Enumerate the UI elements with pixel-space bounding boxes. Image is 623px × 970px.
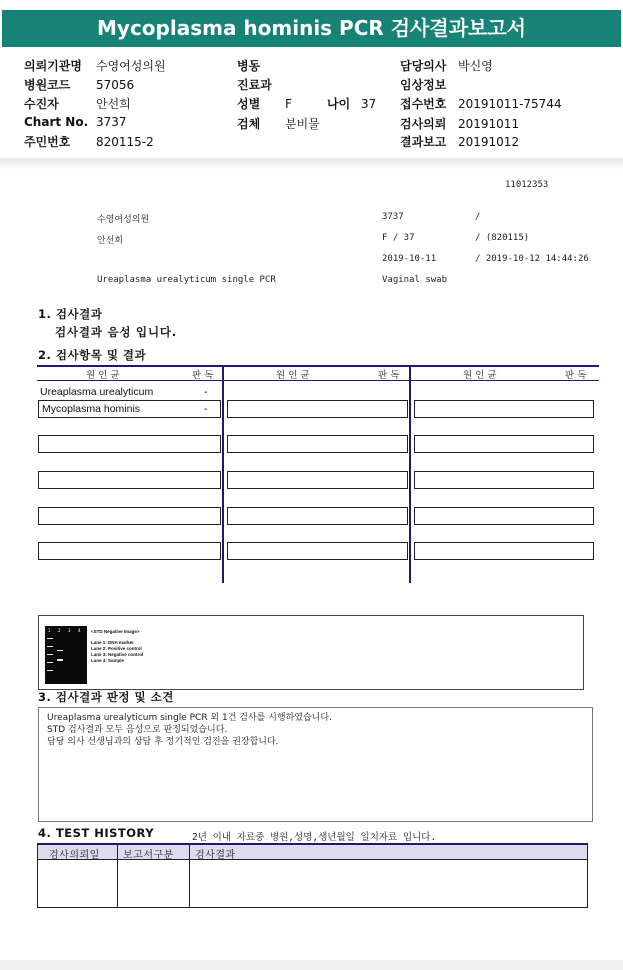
gel-band (47, 646, 53, 647)
history-note: 2년 이내 자료중 병원,성명,생년월일 일치자료 입니다. (192, 832, 437, 843)
header-receipt-no: 접수번호 20191011-75744 (400, 97, 562, 111)
gel-band (47, 670, 53, 671)
header-specimen: 검체 분비물 (237, 117, 320, 131)
header-separator (0, 158, 623, 170)
gel-band (47, 654, 53, 655)
report-title: Mycoplasma hominis PCR 검사결과보고서 (2, 10, 621, 47)
summary-facility: 수영여성의원 (97, 215, 150, 225)
col-header-organism-3: 원 인 균 (463, 370, 497, 381)
result-row-2-box-3 (414, 400, 594, 418)
result-row-1-organism: Ureaplasma urealyticum (40, 386, 154, 398)
history-table-divider-2 (189, 843, 190, 908)
gel-lane-2-label: 2 (58, 628, 61, 633)
header-age: 나이 37 (327, 97, 377, 111)
gel-lane-1-label: 1 (48, 628, 51, 633)
col-header-result-1: 판 독 (192, 370, 214, 381)
header-department: 진료과 (237, 78, 272, 92)
gel-caption-title: <STD Negative Image> (91, 629, 140, 634)
result-row-3-box-3 (414, 435, 594, 453)
history-table-divider-1 (117, 843, 118, 908)
summary-sex-age: F / 37 (382, 233, 415, 243)
result-row-2-value: - (204, 403, 208, 415)
summary-chart: 3737 (382, 212, 404, 222)
result-row-3-box-1 (38, 435, 221, 453)
header-report-date: 결과보고 20191012 (400, 135, 520, 149)
gel-caption-line: Lane 2: Positive control (91, 646, 142, 651)
col-header-result-3: 판 독 (565, 370, 587, 381)
header-facility: 의뢰기관명 수영여성의원 (24, 59, 166, 73)
section1-heading: 1. 검사결과 (38, 307, 103, 321)
gel-caption-line: Lane 4: Sample (91, 658, 125, 663)
gel-image (45, 626, 87, 684)
header-request-date: 검사의뢰 20191011 (400, 117, 520, 131)
result-row-4-box-1 (38, 471, 221, 489)
result-row-3-box-2 (227, 435, 408, 453)
history-table-top-border (37, 843, 588, 845)
header-sex: 성별 F (237, 97, 292, 111)
gel-caption-line: Lane 3: Negative control (91, 652, 144, 657)
header-doctor: 담당의사 박신영 (400, 59, 493, 73)
result-row-2-organism: Mycoplasma hominis (42, 403, 141, 415)
section1-result-text: 검사결과 음성 입니다. (55, 325, 177, 339)
result-row-5-box-3 (414, 507, 594, 525)
result-row-5-box-1 (38, 507, 221, 525)
result-row-6-box-3 (414, 542, 594, 560)
summary-slash: / (475, 212, 481, 222)
section4-heading: 4. TEST HISTORY (38, 826, 155, 840)
results-table-divider-1 (222, 365, 224, 583)
results-table-top-border (37, 365, 599, 367)
header-chart-no: Chart No. 3737 (24, 115, 127, 129)
history-col-report-type: 보고서구분 (123, 850, 174, 861)
results-table-header-border (37, 380, 599, 381)
col-header-organism-1: 원 인 균 (86, 370, 120, 381)
interpretation-line: 담당 의사 선생님과의 상담 후 정기적인 검진을 권장합니다. (47, 737, 279, 747)
result-row-6-box-2 (227, 542, 408, 560)
summary-report-datetime: / 2019-10-12 14:44:26 (475, 254, 589, 264)
header-patient: 수진자 안선희 (24, 97, 131, 111)
header-resident-no: 주민번호 820115-2 (24, 135, 154, 149)
col-header-organism-2: 원 인 균 (276, 370, 310, 381)
result-row-2-box-2 (227, 400, 408, 418)
history-col-result: 검사결과 (195, 850, 236, 861)
history-table-border-left (37, 843, 38, 908)
gel-band (47, 638, 53, 639)
summary-id: 11012353 (505, 180, 549, 190)
gel-band (57, 659, 63, 661)
result-row-1-value: - (204, 386, 208, 398)
interpretation-line: Ureaplasma urealyticum single PCR 외 1건 검사를 시행하였습니다. (47, 713, 332, 723)
history-table-border-right (587, 843, 588, 908)
header-hospital-code: 병원코드 57056 (24, 78, 135, 92)
history-col-request-date: 검사의뢰일 (49, 850, 100, 861)
result-row-6-box-1 (38, 542, 221, 560)
header-ward: 병동 (237, 59, 261, 73)
summary-patient: 안선희 (97, 236, 124, 246)
gel-band (47, 662, 53, 663)
gel-lane-3-label: 3 (68, 628, 71, 633)
section3-heading: 3. 검사결과 판정 및 소견 (38, 690, 174, 704)
summary-request-date: 2019-10-11 (382, 254, 437, 264)
result-row-5-box-2 (227, 507, 408, 525)
history-table-header (37, 845, 588, 860)
section2-heading: 2. 검사항목 및 결과 (38, 348, 147, 362)
interpretation-box (38, 707, 593, 822)
result-row-4-box-3 (414, 471, 594, 489)
gel-band (57, 650, 63, 651)
col-header-result-2: 판 독 (378, 370, 400, 381)
gel-lane-4-label: 4 (78, 628, 81, 633)
result-row-4-box-2 (227, 471, 408, 489)
interpretation-line: STD 검사결과 모두 음성으로 판정되었습니다. (47, 725, 228, 735)
summary-specimen: Vaginal swab (382, 275, 448, 285)
header-clinical-info: 임상정보 (400, 78, 447, 92)
summary-birth: / (820115) (475, 233, 530, 243)
gel-caption-line: Lane 1: DNA marker (91, 640, 134, 645)
results-table-divider-2 (409, 365, 411, 583)
summary-test-name: Ureaplasma urealyticum single PCR (97, 275, 276, 285)
